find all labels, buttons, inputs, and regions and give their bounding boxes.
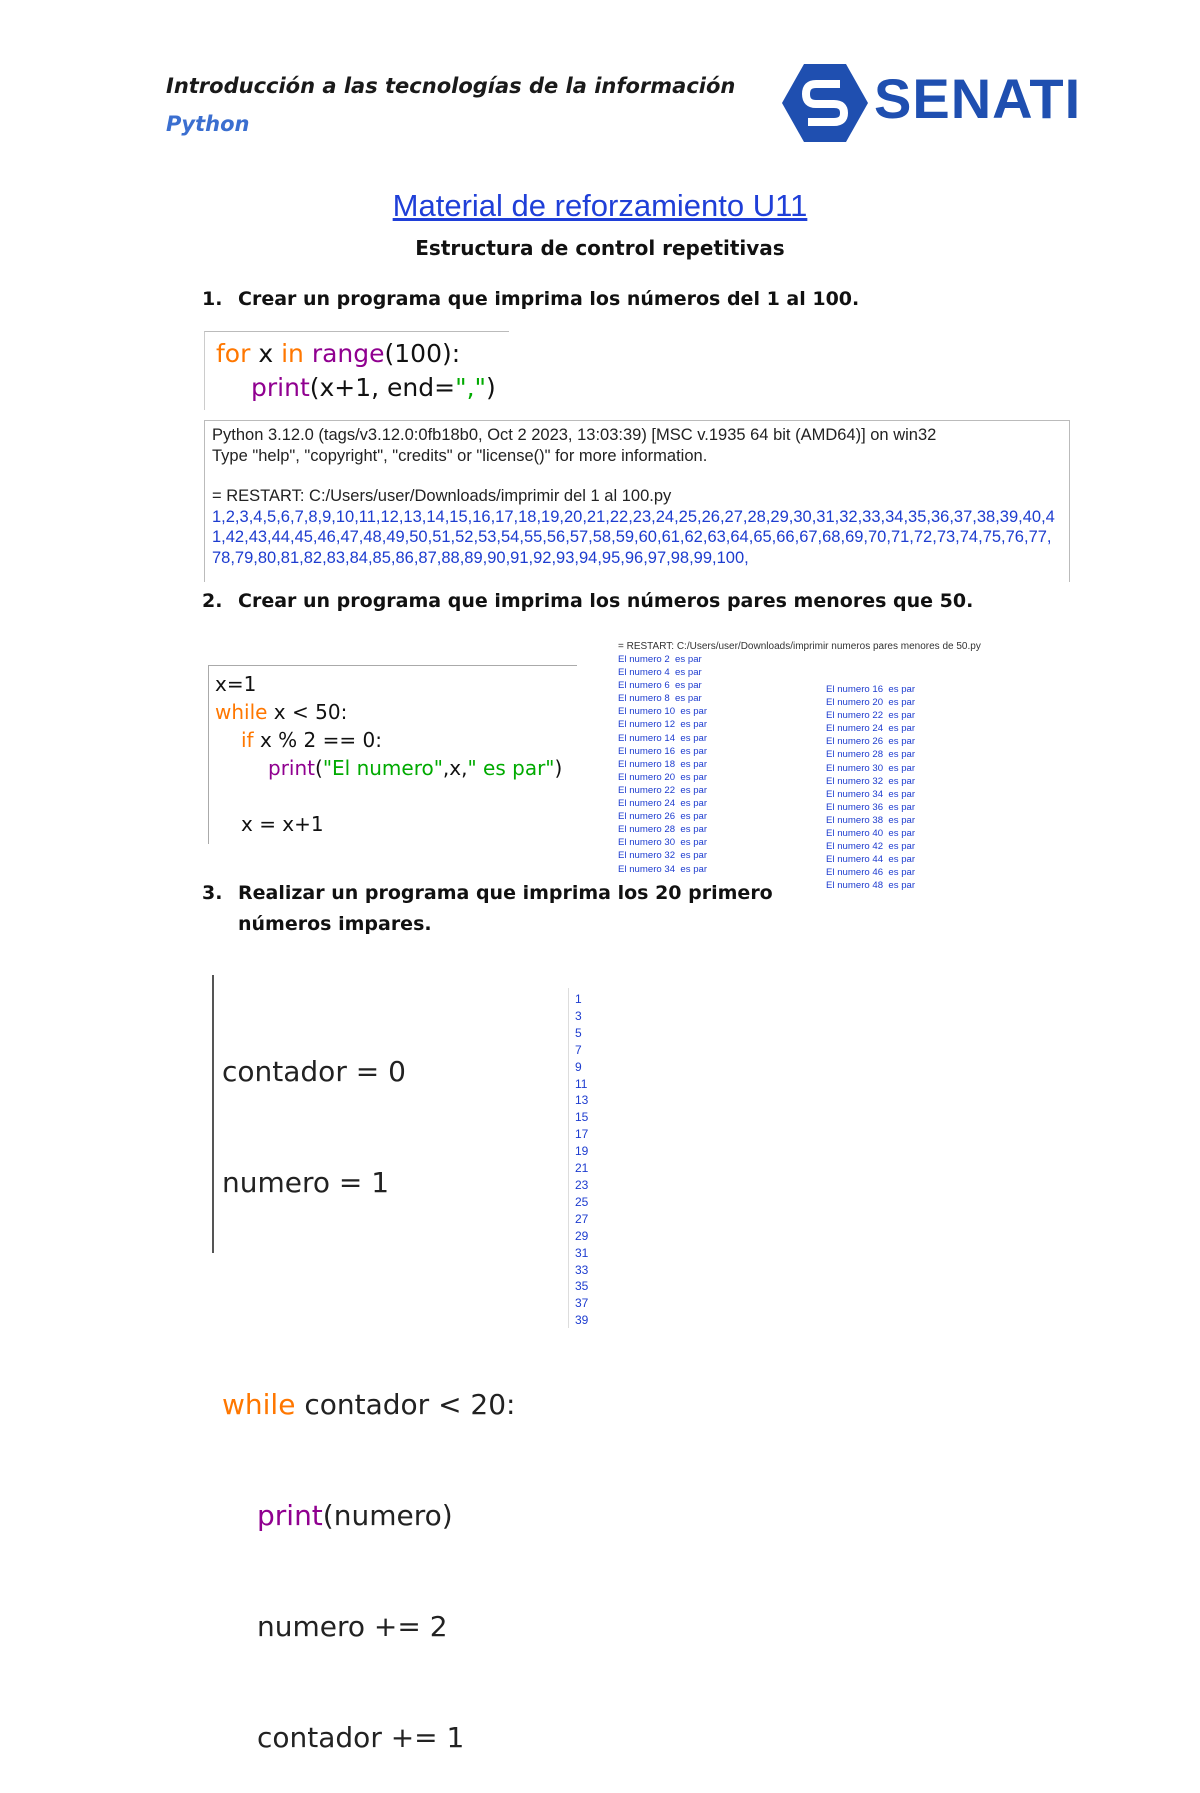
output-number: 25 [575,1194,589,1209]
code-line: numero = 1 [222,1166,390,1199]
output-number: 35 [575,1279,589,1294]
output-number: 31 [575,1245,589,1260]
odd-numbers-output [575,991,588,1329]
question-text: Crear un programa que imprima los números del 1 al 100. [238,288,860,310]
shell-banner-line: Python 3.12.0 (tags/v3.12.0:0fb18b0, Oct 2 2023, 13:03:39) [MSC v.1935 64 bit (AMD64)] on win32 [212,426,937,444]
code-builtin: range [303,339,385,368]
output-panel-border [568,988,569,1328]
code-keyword: if [241,728,254,752]
code-text: contador < 20: [295,1388,516,1421]
code-line [222,1386,516,1423]
output-number: 19 [575,1144,589,1159]
code-line: numero += 2 [257,1610,448,1643]
code-text: ( [315,756,323,780]
editor-left-border [212,975,214,1253]
logo-text: SENATI [874,67,1082,130]
output-number: 13 [575,1093,589,1108]
code-builtin: print [251,373,310,402]
code-text: ) [554,756,563,780]
code-keyword: in [281,339,304,368]
code-text: ,x, [442,756,468,780]
question-text: Crear un programa que imprima los números pares menores que 50. [238,590,974,612]
output-number: 1 [575,992,582,1006]
code-panel-2 [208,665,577,844]
output-number: 7 [575,1042,582,1057]
course-title: Introducción a las tecnologías de la información [166,74,736,98]
question-text: Realizar un programa que imprima los 20 primero números impares. [238,882,773,935]
output-number: 27 [575,1211,589,1226]
code-line [216,337,460,371]
code-line: contador += 1 [257,1721,465,1754]
code-string: "," [455,373,487,402]
code-line: x = x+1 [241,812,324,836]
output-number: 29 [575,1228,589,1243]
question-number: 2. [202,590,223,612]
code-keyword: for [216,339,251,368]
code-text: x < 50: [267,700,348,724]
code-panel-3 [222,979,516,1793]
output-number: 39 [575,1313,589,1328]
output-number: 33 [575,1262,589,1277]
code-line [241,726,382,754]
output-number: 3 [575,1008,582,1023]
senati-emblem-icon [782,62,868,144]
code-builtin: print [257,1499,323,1532]
output-list-col1: El numero 2 es par El numero 4 es par El numero 6 es par El numero 8 es par El numero 10 es par El numero 12 es par El numero 14 es par El numero 16 es par El numero 18 es par El numero 20 es par El numero 22 es par El numero 24 es par El numero 26 es par El numero 28 es par El numero 30 es par El numero 32 es par El numero 34 es par [618,654,708,875]
code-line [215,698,347,726]
output-number: 11 [575,1076,588,1091]
question-number: 1. [202,288,223,310]
output-number: 9 [575,1059,582,1074]
output-number: 5 [575,1025,582,1040]
subject-title: Python [166,112,250,136]
page-subtitle: Estructura de control repetitivas [415,236,785,260]
code-text: (numero) [322,1499,453,1532]
output-number: 23 [575,1177,589,1192]
code-line: contador = 0 [222,1055,406,1088]
output-number: 21 [575,1161,589,1176]
output-list-col2: El numero 16 es par El numero 20 es par El numero 22 es par El numero 24 es par El numero 26 es par El numero 28 es par El numero 30 es par El numero 32 es par El numero 34 es par El numero 36 es par El numero 38 es par El numero 40 es par El numero 42 es par El numero 44 es par El numero 46 es par El numero 48 es par [826,684,916,892]
shell-restart-line: = RESTART: C:/Users/user/Downloads/imprimir numeros pares menores de 50.py [618,641,981,652]
shell-output-line: 78,79,80,81,82,83,84,85,86,87,88,89,90,91,92,93,94,95,96,97,98,99,100, [212,548,749,567]
code-line [222,1497,516,1534]
shell-output-line: 1,2,3,4,5,6,7,8,9,10,11,12,13,14,15,16,17,18,19,20,21,22,23,24,25,26,27,28,29,30,31,32,33,34,35,36,37,38,39,40,4 [212,507,1055,526]
code-string: " es par" [467,756,555,780]
code-keyword: while [215,700,268,724]
code-line [268,754,562,782]
code-line [251,371,496,405]
code-text: x % 2 == 0: [253,728,382,752]
code-text: (x+1, end= [309,373,456,402]
code-text: x [250,339,282,368]
output-number: 15 [575,1110,589,1125]
shell-banner-line: Type "help", "copyright", "credits" or "license()" for more information. [212,446,708,465]
code-panel-1 [204,331,509,410]
code-text: ) [486,373,496,402]
page-title: Material de reforzamiento U11 [392,188,808,223]
shell-output-line: 1,42,43,44,45,46,47,48,49,50,51,52,53,54,55,56,57,58,59,60,61,62,63,64,65,66,67,68,69,70,71,72,73,74,75,76,77, [212,528,1052,546]
output-number: 17 [575,1127,589,1142]
shell-output-1 [204,420,1070,582]
code-builtin: print [268,756,315,780]
senati-logo [782,62,1082,144]
code-text: (100): [384,339,461,368]
output-number: 37 [575,1296,589,1311]
code-keyword: while [222,1388,296,1421]
code-string: "El numero" [322,756,443,780]
code-line: x=1 [215,672,257,696]
shell-restart-line: = RESTART: C:/Users/user/Downloads/imprimir del 1 al 100.py [212,487,672,505]
question-number: 3. [202,882,223,904]
